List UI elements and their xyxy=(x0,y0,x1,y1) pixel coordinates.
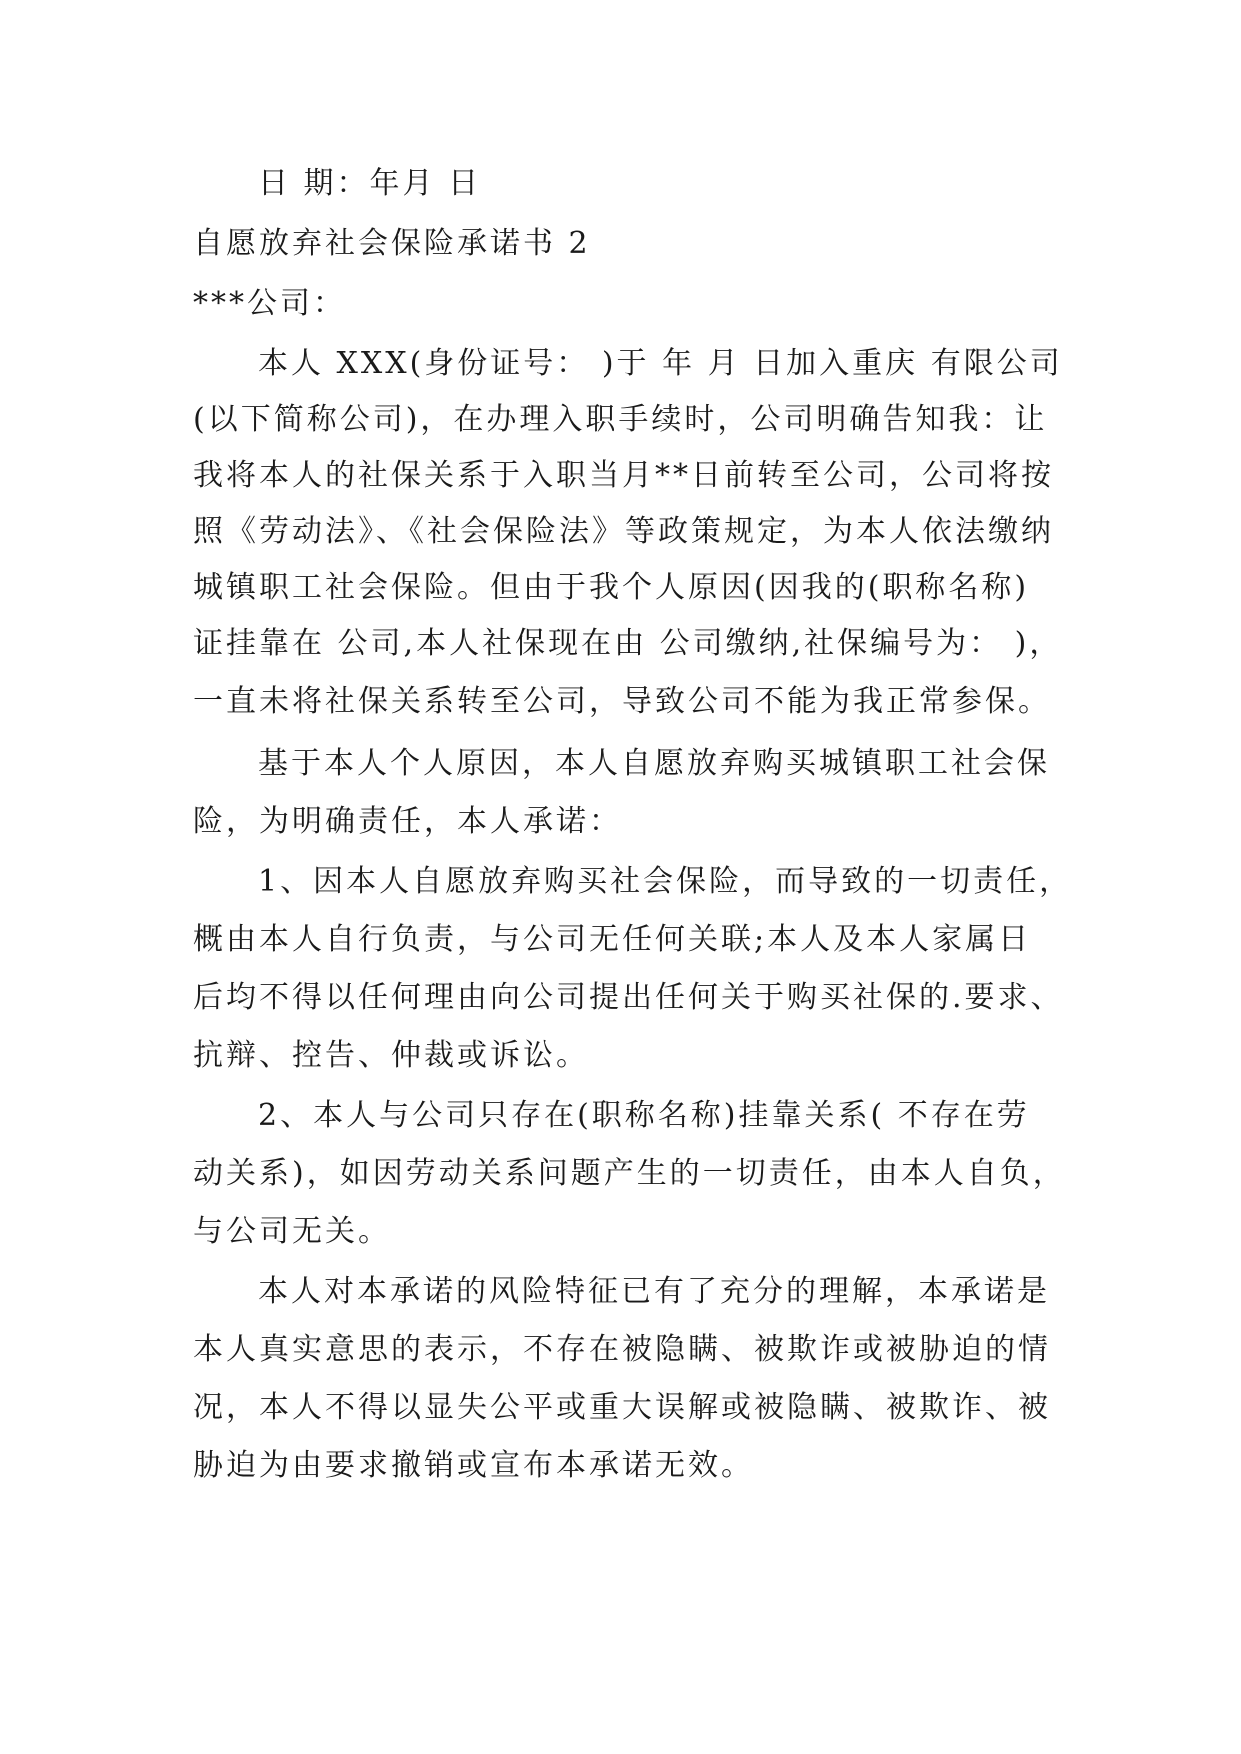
salutation: ***公司： xyxy=(193,286,346,321)
paragraph-4-line: 2、本人与公司只存在(职称名称)挂靠关系( 不存在劳 xyxy=(258,1098,1030,1133)
paragraph-1-line: 照《劳动法》、《社会保险法》等政策规定，为本人依法缴纳 xyxy=(193,514,1054,549)
paragraph-2-line: 险，为明确责任，本人承诺： xyxy=(193,804,622,839)
paragraph-5-line: 胁迫为由要求撤销或宣布本承诺无效。 xyxy=(193,1448,754,1483)
paragraph-1-line: 城镇职工社会保险。但由于我个人原因(因我的(职称名称) xyxy=(193,570,1030,605)
paragraph-1-line: 本人 XXX(身份证号： )于 年 月 日加入重庆 有限公司 xyxy=(258,346,1063,381)
paragraph-4-line: 动关系)，如因劳动关系问题产生的一切责任，由本人自负， xyxy=(193,1156,1066,1191)
date-line: 日 期：年月 日 xyxy=(258,166,482,201)
paragraph-4-line: 与公司无关。 xyxy=(193,1214,391,1249)
paragraph-3-line: 后均不得以任何理由向公司提出任何关于购买社保的.要求、 xyxy=(193,980,1064,1015)
paragraph-3-line: 概由本人自行负责，与公司无任何关联;本人及本人家属日 xyxy=(193,922,1032,957)
paragraph-5-line: 本人真实意思的表示，不存在被隐瞒、被欺诈或被胁迫的情 xyxy=(193,1332,1051,1367)
paragraph-3-line: 抗辩、控告、仲裁或诉讼。 xyxy=(193,1038,589,1073)
paragraph-1-line: 一直未将社保关系转至公司，导致公司不能为我正常参保。 xyxy=(193,684,1051,719)
paragraph-2-line: 基于本人个人原因，本人自愿放弃购买城镇职工社会保 xyxy=(258,746,1050,781)
document-heading: 自愿放弃社会保险承诺书 2 xyxy=(193,226,591,261)
paragraph-1-line: 证挂靠在 公司,本人社保现在由 公司缴纳,社保编号为： )， xyxy=(193,626,1063,661)
paragraph-3-line: 1、因本人自愿放弃购买社会保险，而导致的一切责任， xyxy=(258,864,1073,899)
paragraph-1-line: (以下简称公司)，在办理入职手续时，公司明确告知我：让 xyxy=(193,402,1048,437)
paragraph-5-line: 本人对本承诺的风险特征已有了充分的理解，本承诺是 xyxy=(258,1274,1050,1309)
paragraph-5-line: 况，本人不得以显失公平或重大误解或被隐瞒、被欺诈、被 xyxy=(193,1390,1051,1425)
paragraph-1-line: 我将本人的社保关系于入职当月**日前转至公司，公司将按 xyxy=(193,458,1054,493)
